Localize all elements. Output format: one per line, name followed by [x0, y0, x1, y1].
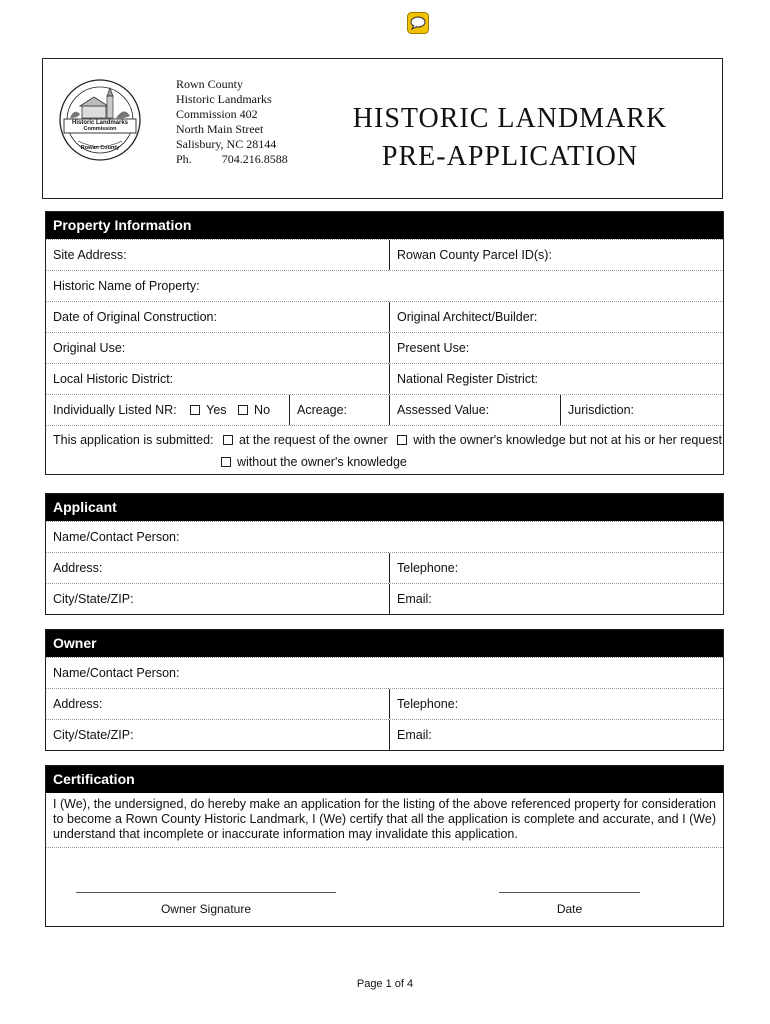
form-row	[46, 425, 723, 474]
request-label: at the request of the owner	[238, 433, 388, 447]
applicant-email-field[interactable]: Email:	[389, 584, 723, 614]
architect-field[interactable]: Original Architect/Builder:	[389, 302, 723, 332]
owner-name-field[interactable]: Name/Contact Person:	[53, 666, 180, 680]
submitted-label: This application is submitted:	[53, 433, 214, 447]
section-heading: Certification	[46, 766, 723, 793]
parcel-id-field[interactable]: Rowan County Parcel ID(s):	[389, 240, 723, 270]
request-checkbox[interactable]	[223, 435, 233, 445]
applicant-city-field[interactable]: City/State/ZIP:	[53, 592, 134, 606]
seal-text-bottom: Rowan County	[80, 145, 120, 151]
historic-name-field[interactable]: Historic Name of Property:	[53, 279, 200, 293]
submitted-options	[53, 433, 722, 447]
form-row	[46, 301, 723, 332]
without-checkbox[interactable]	[221, 457, 231, 467]
jurisdiction-field[interactable]: Jurisdiction:	[560, 395, 723, 425]
form-row	[46, 719, 723, 750]
submitted-options-2	[221, 455, 407, 469]
certification-text: I (We), the undersigned, do hereby make an application for the listing of the above referenced property for consideration to become a Rown County Historic Landmark, I (We) certify that all the application is complete and accurate, and I (We) understand that incomplete or inaccurate information may invalidate this application.	[53, 797, 716, 841]
section-heading: Owner	[46, 630, 723, 657]
seal-logo	[58, 78, 142, 162]
knowledge-checkbox[interactable]	[397, 435, 407, 445]
date-line[interactable]	[499, 892, 640, 893]
owner-city-field[interactable]: City/State/ZIP:	[53, 728, 134, 742]
phone-label: Ph.	[176, 152, 192, 166]
address-line: Salisbury, NC 28144	[176, 137, 277, 151]
owner-signature-line[interactable]	[76, 892, 336, 893]
form-row	[46, 657, 723, 688]
assessed-value-field[interactable]: Assessed Value:	[389, 395, 560, 425]
divider	[46, 847, 723, 848]
acreage-field[interactable]: Acreage:	[289, 395, 389, 425]
page-number: Page 1 of 4	[356, 978, 414, 990]
commission-address	[176, 77, 288, 167]
listed-nr-label: Individually Listed NR:	[53, 403, 177, 417]
certification-section	[45, 765, 724, 927]
form-row	[46, 583, 723, 614]
phone-line	[176, 152, 288, 167]
form-row	[46, 521, 723, 552]
address-line: North Main Street	[176, 122, 264, 136]
owner-email-field[interactable]: Email:	[389, 720, 723, 750]
form-row	[46, 394, 723, 425]
title-line-2: PRE-APPLICATION	[381, 141, 639, 172]
yes-label: Yes	[206, 403, 227, 417]
no-label: No	[254, 403, 271, 417]
applicant-name-field[interactable]: Name/Contact Person:	[53, 530, 180, 544]
date-construction-field[interactable]: Date of Original Construction:	[53, 310, 217, 324]
address-line: Historic Landmarks	[176, 92, 272, 106]
section-heading: Applicant	[46, 494, 723, 521]
owner-address-field[interactable]: Address:	[53, 697, 103, 711]
title-line-1: HISTORIC LANDMARK	[352, 103, 668, 134]
listed-nr-field	[46, 395, 289, 425]
form-row	[46, 688, 723, 719]
seal-text-top: Historic Landmarks	[71, 120, 129, 126]
page-title	[330, 100, 690, 176]
address-line: Commission 402	[176, 107, 258, 121]
no-checkbox[interactable]	[238, 405, 248, 415]
national-district-field[interactable]: National Register District:	[389, 364, 723, 394]
applicant-telephone-field[interactable]: Telephone:	[389, 553, 723, 583]
owner-telephone-field[interactable]: Telephone:	[389, 689, 723, 719]
owner-signature-label: Owner Signature	[160, 902, 252, 916]
site-address-field[interactable]: Site Address:	[53, 248, 127, 262]
property-information-section	[45, 211, 724, 475]
comment-icon[interactable]	[407, 12, 429, 34]
original-use-field[interactable]: Original Use:	[53, 341, 126, 355]
form-row	[46, 332, 723, 363]
yes-checkbox[interactable]	[190, 405, 200, 415]
seal-text-middle: Commission	[83, 126, 117, 132]
form-row	[46, 363, 723, 394]
phone-number: 704.216.8588	[221, 152, 288, 166]
address-line: Rown County	[176, 77, 244, 91]
form-row	[46, 270, 723, 301]
knowledge-label: with the owner's knowledge but not at his or her request	[413, 433, 723, 447]
without-label: without the owner's knowledge	[237, 455, 407, 469]
local-district-field[interactable]: Local Historic District:	[53, 372, 174, 386]
date-label: Date	[556, 902, 583, 916]
form-row	[46, 552, 723, 583]
applicant-section	[45, 493, 724, 615]
owner-section	[45, 629, 724, 751]
applicant-address-field[interactable]: Address:	[53, 561, 103, 575]
present-use-field[interactable]: Present Use:	[389, 333, 723, 363]
section-heading: Property Information	[46, 212, 723, 239]
form-row	[46, 239, 723, 270]
